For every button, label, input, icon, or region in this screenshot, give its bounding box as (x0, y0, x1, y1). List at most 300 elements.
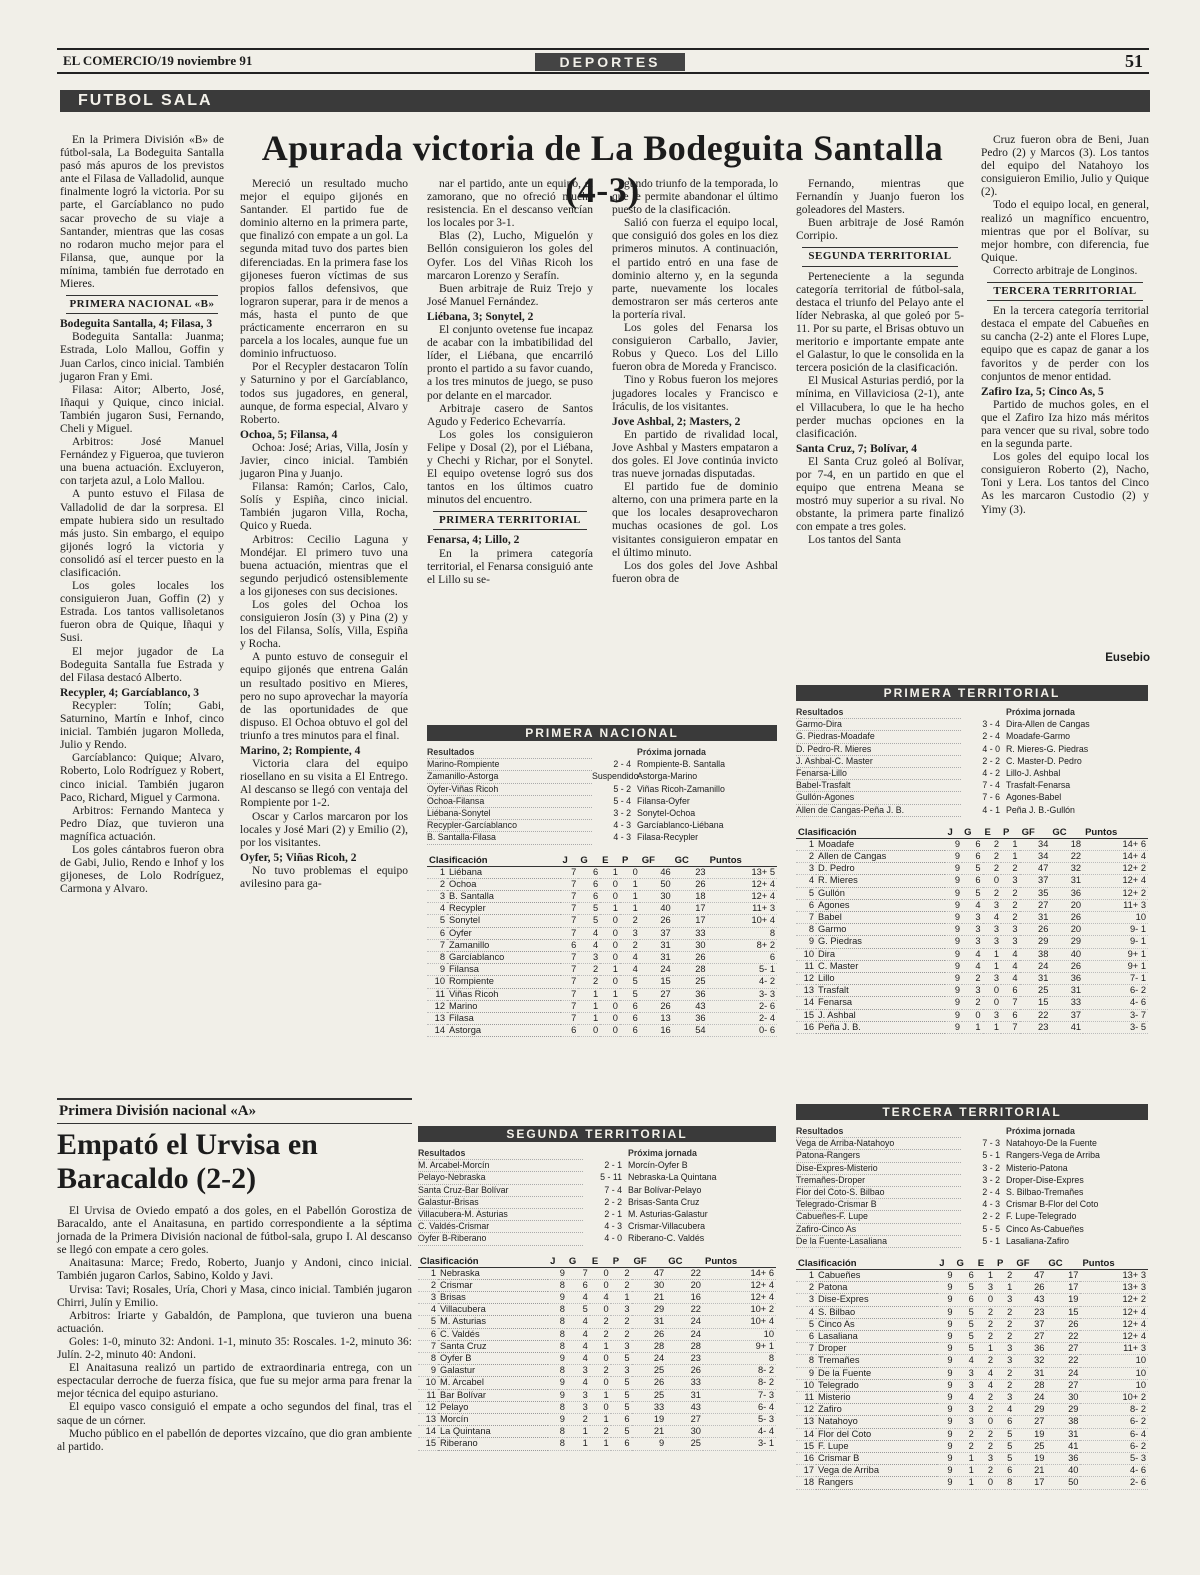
standings-cell: 43 (666, 1401, 703, 1413)
paragraph: El partido fue de dominio alterno, con una primera parte en la que los locales desaprovecharon muchas ocasiones de gol. Los visitantes consiguieron empatar en el último minuto. (612, 481, 778, 559)
standings-cell: 2 (983, 851, 1002, 863)
standings-cell: 14 (796, 1428, 816, 1440)
standings-cell: 11 (418, 1389, 438, 1401)
paragraph: Tino y Robus fueron los mejores jugadores locales y Francisco e Iráculis, de los visitantes. (612, 374, 778, 413)
standings-cell: 2 (962, 997, 982, 1009)
standings-cell: 23 (1014, 1306, 1046, 1318)
league-banner: SEGUNDA TERRITORIAL (418, 1126, 776, 1142)
team-name: Nebraska (438, 1267, 548, 1279)
standings-cell: 5 (995, 1453, 1014, 1465)
standings-cell: 19 (632, 1414, 667, 1426)
result-score: 2 - 4 (613, 759, 631, 770)
result-row (796, 1187, 1148, 1199)
subsection-heading: PRIMERA TERRITORIAL (433, 511, 587, 530)
standings-cell: 31 (640, 952, 673, 964)
standings-cell: 54 (673, 1025, 708, 1037)
standings-cell: 3 (962, 936, 982, 948)
next-fixture: F. Lupe-Telegrado (1006, 1211, 1077, 1222)
result-match: Oyfer-Viñas Ricoh (427, 784, 592, 796)
standings-cell: 3 (983, 899, 1002, 911)
standings-row (418, 1426, 776, 1438)
standings-cell: 36 (1046, 1453, 1080, 1465)
standings-cell: 3- 7 (1083, 1009, 1148, 1021)
standings-header-cell: Clasificación (427, 855, 561, 867)
standings-cell: 6- 2 (1080, 1416, 1148, 1428)
standings-cell: 4 (567, 1328, 590, 1340)
standings-cell: 0- 6 (708, 1025, 777, 1037)
standings-row (796, 1270, 1148, 1282)
result-score: 4 - 0 (604, 1233, 622, 1244)
standings-cell: 16 (640, 1025, 673, 1037)
standings-cell: 8 (995, 1477, 1014, 1489)
standings-cell: 9+ 1 (703, 1340, 776, 1352)
result-row (427, 784, 777, 796)
standings-cell: 2 (418, 1279, 438, 1291)
standings-cell: 0 (983, 997, 1002, 1009)
standings-header-cell: GC (666, 1256, 703, 1268)
standings-cell: 21 (1014, 1465, 1046, 1477)
standings-cell: 1 (955, 1453, 976, 1465)
next-fixture: Dira-Allen de Cangas (1006, 719, 1090, 730)
standings-cell: 17 (796, 1465, 816, 1477)
standings-cell: 19 (1046, 1294, 1080, 1306)
standings-cell: 26 (632, 1328, 667, 1340)
next-round-label: Próxima jornada (1006, 707, 1075, 717)
next-fixture: Peña J. B.-Gullón (1006, 804, 1075, 815)
standings-cell: 7 (561, 952, 579, 964)
standings-row (418, 1401, 776, 1413)
paragraph: El Santa Cruz goleó al Bolívar, por 7-4, en un partido en que el equipo que entrena Meana se mostró muy superior a su rival. No obstante, la primera parte finalizó con empate a tres goles. (796, 455, 964, 534)
standings-cell: 33 (632, 1401, 667, 1413)
standings-cell: 40 (640, 903, 673, 915)
standings-cell: 3 (983, 924, 1002, 936)
standings-cell: 3 (611, 1340, 632, 1352)
next-fixture: Lillo-J. Ashbal (1006, 768, 1061, 779)
standings-cell: 35 (1020, 887, 1051, 899)
standings-cell: 13 (796, 985, 816, 997)
standings-cell: 26 (632, 1377, 667, 1389)
result-row (418, 1209, 776, 1221)
standings-cell: 46 (640, 866, 673, 878)
next-fixture: Bar Bolívar-Pelayo (628, 1184, 702, 1195)
standings-row (427, 939, 777, 951)
result-match: Galastur-Brisas (418, 1197, 583, 1209)
standings-cell: 7- 3 (703, 1389, 776, 1401)
standings-cell: 1 (955, 1465, 976, 1477)
standings-cell: 41 (1050, 1021, 1083, 1033)
standings-cell: 3 (955, 1416, 976, 1428)
result-score: Suspendido (592, 771, 639, 782)
standings-cell: 10+ 4 (703, 1316, 776, 1328)
standings-cell: 9 (937, 1392, 954, 1404)
standings-cell: 6- 2 (1083, 985, 1148, 997)
match-heading: Recypler, 4; Garcíablanco, 3 (60, 686, 199, 699)
standings-cell: 22 (666, 1267, 703, 1279)
standings-header-cell: G (567, 1256, 590, 1268)
standings-cell: 24 (1046, 1367, 1080, 1379)
standings-header-cell: GC (1050, 827, 1083, 839)
standings-cell: 31 (640, 939, 673, 951)
standings-row (427, 1000, 777, 1012)
masthead-date: EL COMERCIO/19 noviembre 91 (63, 53, 253, 68)
standings-row (418, 1414, 776, 1426)
team-name: Moadafe (816, 838, 945, 850)
result-row (427, 832, 777, 844)
standings-row (796, 912, 1148, 924)
team-name: M. Arcabel (438, 1377, 548, 1389)
standings-cell: 1 (427, 866, 447, 878)
standings-cell: 7 (561, 1013, 579, 1025)
paragraph: Fernando, mientras que Fernandín y Juanjo fueron los goleadores del Masters. (796, 178, 964, 217)
standings-cell: 8 (548, 1328, 567, 1340)
next-round-label: Próxima jornada (637, 747, 706, 757)
standings-row (427, 866, 777, 878)
result-score: 3 - 2 (613, 808, 631, 819)
paragraph: Arbitros: Iriarte y Gabaldón, de Pamplona, que tuvieron una buena actuación. (57, 1309, 412, 1335)
standings-cell: 4- 6 (1083, 997, 1148, 1009)
result-match: Recypler-Garcíablanco (427, 820, 592, 832)
standings-cell: 25 (632, 1389, 667, 1401)
team-name: Telegrado (816, 1379, 937, 1391)
result-score: 2 - 2 (604, 1196, 622, 1207)
team-name: G. Piedras (816, 936, 945, 948)
result-match: Liébana-Sonytel (427, 808, 592, 820)
result-score: 5 - 4 (613, 795, 631, 806)
standings-header-cell: Clasificación (418, 1256, 548, 1268)
standings-cell: 4 (567, 1377, 590, 1389)
result-match: D. Pedro-R. Mieres (796, 744, 961, 756)
standings-cell: 37 (1020, 875, 1051, 887)
paragraph: nar el partido, ante un equipo, el zamorano, que no ofreció mucha resistencia. En el descanso vencían los locales por 3-1. (427, 178, 593, 230)
standings-header-cell: GF (632, 1256, 667, 1268)
standings-cell: 12+ 4 (708, 878, 777, 890)
result-row (796, 744, 1148, 756)
next-fixture: Trasfalt-Fenarsa (1006, 780, 1071, 791)
paragraph: Los goles locales los consiguieron Juan, Goffin (2) y Estrada. Los tantos vallisoletanos fueron obra de Quique, Iñaqui y Susi. (60, 580, 224, 645)
standings-cell: 47 (632, 1267, 667, 1279)
team-name: S. Bilbao (816, 1306, 937, 1318)
standings-header-cell: G (962, 827, 982, 839)
standings-header-cell: J (548, 1256, 567, 1268)
standings-cell: 9 (548, 1414, 567, 1426)
next-fixture: Agones-Babel (1006, 792, 1062, 803)
standings-cell: 26 (673, 952, 708, 964)
standings-cell: 1 (578, 1000, 600, 1012)
result-match: C. Valdés-Crismar (418, 1221, 583, 1233)
team-name: Marino (447, 1000, 561, 1012)
team-name: D. Pedro (816, 863, 945, 875)
results-label: Resultados (796, 1126, 961, 1138)
standings-cell: 23 (666, 1353, 703, 1365)
match-heading: Oyfer, 5; Viñas Ricoh, 2 (240, 851, 357, 864)
standings-cell: 26 (640, 1000, 673, 1012)
paragraph: Los goles los consiguieron Felipe y Dosal (2), por el Liébana, y Chechi y Richar, por el Sonytel. El equipo ovetense logró sus dos tantos en los últimos cuatro minutos del encuentro. (427, 428, 593, 507)
standings-cell: 7 (1001, 997, 1020, 1009)
team-name: Ochoa (447, 878, 561, 890)
standings-cell: 6 (1001, 1009, 1020, 1021)
next-fixture: Filasa-Recypler (637, 832, 699, 843)
standings-cell: 3 (567, 1365, 590, 1377)
standings-header-cell: G (955, 1258, 976, 1270)
result-match: B. Santalla-Filasa (427, 832, 592, 844)
standings-row (796, 1379, 1148, 1391)
next-fixture: Brisas-Santa Cruz (628, 1196, 700, 1207)
result-match: Zafiro-Cinco As (796, 1224, 961, 1236)
standings-cell: 0 (600, 927, 620, 939)
standings-cell: 25 (1020, 985, 1051, 997)
standings-row (418, 1340, 776, 1352)
standings-cell: 21 (632, 1426, 667, 1438)
standings-cell: 12 (418, 1401, 438, 1413)
standings-cell: 5 (796, 887, 816, 899)
standings-row (796, 997, 1148, 1009)
league-banner: PRIMERA TERRITORIAL (796, 685, 1148, 701)
table-primera-nacional (427, 725, 777, 1037)
paragraph: Goles: 1-0, minuto 32: Andoni. 1-1, minuto 35: Roscales. 1-2, minuto 36: Julín. 2-2, minuto 40: Andoni. (57, 1335, 412, 1362)
paragraph: Perteneciente a la segunda categoría territorial de fútbol-sala, destaca el triunfo del Pelayo ante el líder Nebraska, al que goleó por 5-11. Por su parte, el Brisas obtuvo un meritorio e importante empate ante el Galastur, lo que le consolida en la tercera posición de la clasificación. (796, 270, 964, 375)
standings-cell: 4 (796, 1306, 816, 1318)
standings-cell: 2 (611, 1316, 632, 1328)
result-row (796, 1224, 1148, 1236)
standings-cell: 4 (620, 964, 640, 976)
standings-cell: 12+ 4 (1080, 1318, 1148, 1330)
standings-cell: 6 (578, 878, 600, 890)
standings-cell: 2 (976, 1465, 995, 1477)
standings-cell: 6 (611, 1414, 632, 1426)
standings-cell: 6 (427, 927, 447, 939)
next-fixture: M. Asturias-Galastur (628, 1209, 708, 1220)
standings-cell: 0 (983, 985, 1002, 997)
standings-cell: 12+ 4 (1083, 875, 1148, 887)
paragraph: Los goles del Ochoa los consiguieron Josín (3) y Pina (2) y los del Filansa, Solís, Villa, Espiña y Rocha. (240, 599, 408, 651)
standings-cell: 6 (995, 1465, 1014, 1477)
spacer (961, 707, 1006, 719)
paragraph: El Musical Asturias perdió, por la mínima, en Villaviciosa (2-1), ante el Villacubera, lo que le ha hecho perder muchas opciones en la clasificación. (796, 375, 964, 440)
standings-cell: 11+ 3 (1080, 1343, 1148, 1355)
standings-cell: 13 (796, 1416, 816, 1428)
standings-cell: 12+ 4 (1080, 1306, 1148, 1318)
standings-cell: 6 (620, 1025, 640, 1037)
standings-row (796, 1416, 1148, 1428)
team-name: Natahoyo (816, 1416, 937, 1428)
standings-cell: 4 (976, 1379, 995, 1391)
next-round-label: Próxima jornada (628, 1148, 697, 1158)
standings-cell: 21 (632, 1292, 667, 1304)
team-name: Sonytel (447, 915, 561, 927)
standings-cell: 8 (418, 1353, 438, 1365)
standings-cell: 2 (1001, 887, 1020, 899)
standings-cell: 7 (427, 939, 447, 951)
paragraph: Ochoa: José; Arias, Villa, Josín y Javier, cinco inicial. También jugaron Pina y Juanjo. (240, 441, 408, 481)
standings-cell: 9 (945, 851, 962, 863)
paragraph: Recypler: Tolín; Gabi, Saturnino, Martín e Inhof, cinco inicial. También jugaron Molleda, Julio y Rendo. (60, 699, 224, 752)
standings-cell: 9 (937, 1428, 954, 1440)
standings-row (796, 1465, 1148, 1477)
result-row (796, 792, 1148, 804)
team-name: Recypler (447, 903, 561, 915)
next-fixture: Garcíablanco-Liébana (637, 820, 724, 831)
standings-cell: 11 (796, 1392, 816, 1404)
standings-cell: 1 (600, 866, 620, 878)
next-fixture: R. Mieres-G. Piedras (1006, 743, 1089, 754)
standings-cell: 7 (561, 976, 579, 988)
standings-cell: 9 (937, 1477, 954, 1489)
standings-cell: 30 (640, 891, 673, 903)
team-name: Villacubera (438, 1304, 548, 1316)
paragraph: El mejor jugador de La Bodeguita Santalla fue Estrada y del Filasa destacó Alberto. (60, 645, 224, 684)
standings-cell: 12 (427, 1000, 447, 1012)
standings-cell: 14+ 6 (703, 1267, 776, 1279)
next-fixture: Viñas Ricoh-Zamanillo (637, 783, 725, 794)
result-row (418, 1185, 776, 1197)
result-match: Zamanillo-Astorga (427, 771, 592, 783)
standings-cell: 4 (567, 1340, 590, 1352)
standings-cell: 15 (1020, 997, 1051, 1009)
result-score: 5 - 11 (600, 1172, 622, 1183)
standings-cell: 4 (567, 1316, 590, 1328)
standings-cell: 26 (1050, 912, 1083, 924)
standings-cell: 11 (427, 988, 447, 1000)
standings-cell: 4 (418, 1304, 438, 1316)
team-name: Crismar B (816, 1453, 937, 1465)
standings-cell: 1 (983, 948, 1002, 960)
standings-cell: 6 (796, 1331, 816, 1343)
next-fixture: Astorga-Marino (637, 771, 698, 782)
paragraph: El conjunto ovetense fue incapaz de acabar con la imbatibilidad del líder, el Liébana, que encarriló pronto el partido a su favor cuando, a los tres minutos de juego, se puso por delante en el marcador. (427, 324, 593, 402)
standings-header-cell: P (620, 855, 640, 867)
standings-cell: 12 (796, 973, 816, 985)
standings-cell: 0 (600, 891, 620, 903)
team-name: J. Ashbal (816, 1009, 945, 1021)
standings-row (796, 1477, 1148, 1489)
standings-cell: 27 (1020, 899, 1051, 911)
standings-cell: 10 (1080, 1379, 1148, 1391)
standings-cell: 6 (1001, 985, 1020, 997)
standings-cell: 3 (796, 1294, 816, 1306)
result-row (796, 1150, 1148, 1162)
standings-row (796, 973, 1148, 985)
team-name: Dise-Expres (816, 1294, 937, 1306)
standings-cell: 2 (976, 1428, 995, 1440)
standings-cell: 4 (955, 1392, 976, 1404)
result-score: 5 - 2 (613, 783, 631, 794)
standings-cell: 5 (962, 887, 982, 899)
paragraph: Blas (2), Lucho, Miguelón y Bellón consiguieron los goles del Oyfer. Los del Viñas Ricoh los marcaron Lorenzo y Serafín. (427, 230, 593, 282)
standings-header-cell: J (945, 827, 962, 839)
standings-row (796, 948, 1148, 960)
standings-cell: 9 (548, 1353, 567, 1365)
standings-cell: 3 (983, 1009, 1002, 1021)
standings-cell: 1 (620, 878, 640, 890)
standings-row (427, 976, 777, 988)
standings-cell: 2 (620, 915, 640, 927)
standings-cell: 6- 2 (1080, 1440, 1148, 1452)
next-fixture: Moadafe-Garmo (1006, 731, 1071, 742)
result-match: Oyfer B-Riberano (418, 1233, 583, 1245)
standings-cell: 30 (666, 1426, 703, 1438)
standings-row (796, 1331, 1148, 1343)
standings-cell: 15 (418, 1438, 438, 1450)
results-label: Resultados (796, 707, 961, 719)
result-row (796, 1236, 1148, 1248)
standings-cell: 12+ 2 (1083, 887, 1148, 899)
story2-kicker: Primera División nacional «A» (57, 1098, 412, 1124)
standings-cell: 2 (590, 1328, 611, 1340)
standings-row (418, 1389, 776, 1401)
team-name: La Quintana (438, 1426, 548, 1438)
paragraph: Arbitros: José Manuel Fernández y Figueroa, que tuvieron una buena actuación. Excluyeron, con tarjeta azul, a Lolo Mallou. (60, 436, 224, 488)
standings-cell: 7 (418, 1340, 438, 1352)
standings-cell: 26 (1020, 924, 1051, 936)
paragraph: En la primera categoría territorial, el Fenarsa consiguió ante el Lillo su se- (427, 547, 593, 586)
standings-row (796, 1343, 1148, 1355)
standings-cell: 29 (632, 1304, 667, 1316)
standings-cell: 5 (611, 1389, 632, 1401)
result-score: 2 - 1 (604, 1209, 622, 1220)
standings-header-cell: P (611, 1256, 632, 1268)
standings-cell: 5 (955, 1331, 976, 1343)
standings-cell: 9 (945, 985, 962, 997)
standings-cell: 8 (548, 1365, 567, 1377)
standings-cell: 9 (945, 948, 962, 960)
next-fixture: Filansa-Oyfer (637, 795, 690, 806)
standings-cell: 9 (548, 1267, 567, 1279)
standings-cell: 12+ 4 (703, 1292, 776, 1304)
result-score: 4 - 3 (613, 832, 631, 843)
standings-cell: 24 (1020, 960, 1051, 972)
standings-cell: 3 (611, 1365, 632, 1377)
standings-cell: 0 (590, 1401, 611, 1413)
standings-cell: 1 (796, 838, 816, 850)
team-name: Rangers (816, 1477, 937, 1489)
team-name: Lasaliana (816, 1331, 937, 1343)
standings-header-cell: GF (1020, 827, 1051, 839)
standings-cell: 27 (1014, 1416, 1046, 1428)
standings-cell: 9- 1 (1083, 936, 1148, 948)
standings-row (796, 899, 1148, 911)
standings-cell: 22 (1050, 851, 1083, 863)
result-row (427, 796, 777, 808)
standings-cell: 33 (1050, 997, 1083, 1009)
standings-cell: 5 (955, 1343, 976, 1355)
standings-cell: 24 (666, 1316, 703, 1328)
standings-cell: 32 (1014, 1355, 1046, 1367)
standings-cell: 1 (1001, 851, 1020, 863)
standings-cell: 47 (1020, 863, 1051, 875)
standings-cell: 2 (796, 851, 816, 863)
team-name: Filasa (447, 1013, 561, 1025)
standings-cell: 7- 1 (1083, 973, 1148, 985)
result-match: Patona-Rangers (796, 1150, 961, 1162)
standings-row (427, 952, 777, 964)
team-name: Viñas Ricoh (447, 988, 561, 1000)
standings-cell: 18 (1050, 838, 1083, 850)
standings-cell: 7 (561, 891, 579, 903)
team-name: Babel (816, 912, 945, 924)
standings-cell: 9- 1 (1083, 924, 1148, 936)
standings-cell: 4 (962, 899, 982, 911)
result-match: De la Fuente-Lasaliana (796, 1236, 961, 1248)
result-score: 7 - 3 (982, 1138, 1000, 1149)
standings-cell: 10 (796, 948, 816, 960)
standings-cell: 7 (561, 1000, 579, 1012)
team-name: Garcíablanco (447, 952, 561, 964)
standings-cell: 5 (578, 903, 600, 915)
standings-cell: 0 (600, 1013, 620, 1025)
standings-cell: 1 (567, 1426, 590, 1438)
standings-cell: 8 (548, 1401, 567, 1413)
standings-cell: 0 (620, 866, 640, 878)
